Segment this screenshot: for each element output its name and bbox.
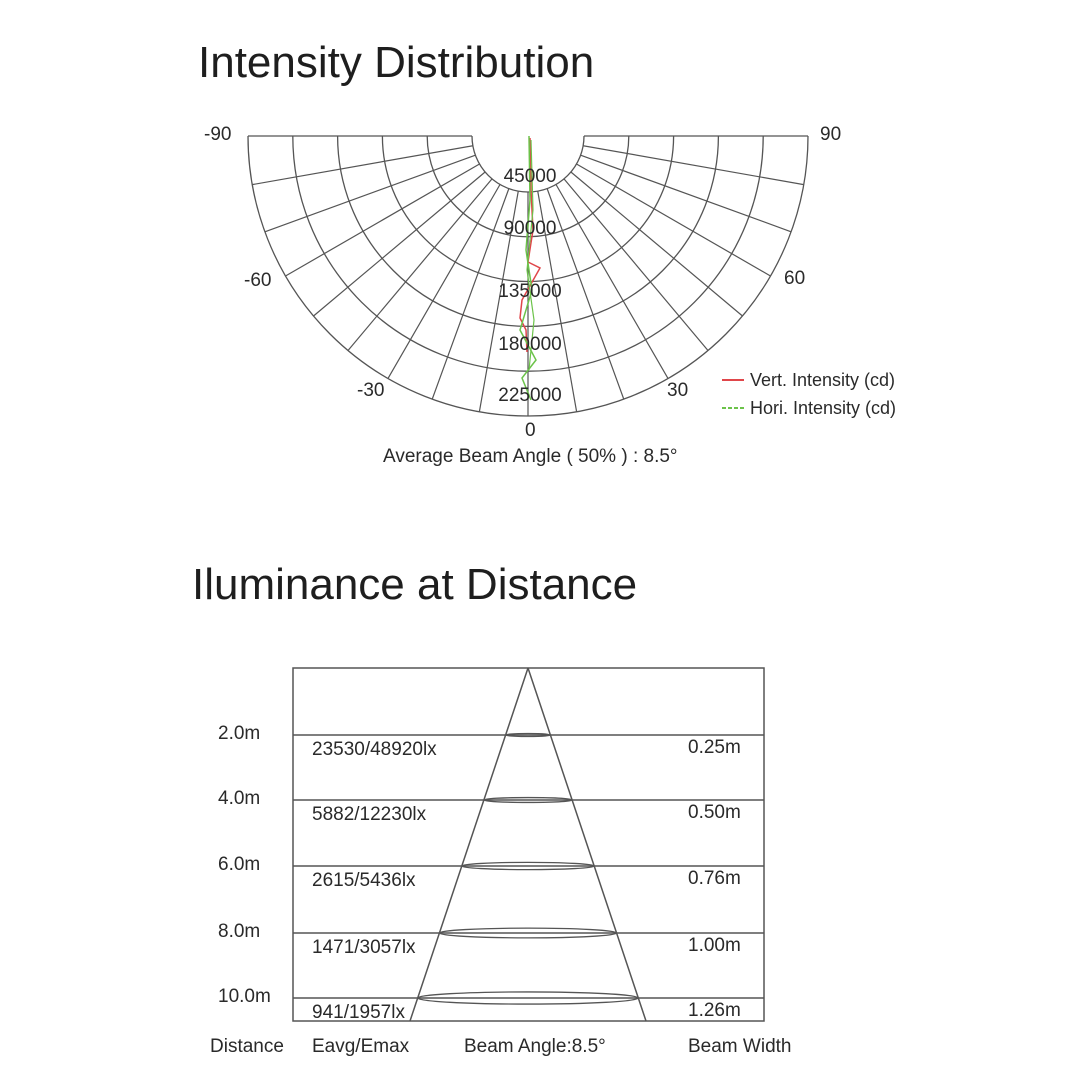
radial-label-45000: 45000 [503, 166, 557, 187]
footer-beam-angle-label: Beam Angle:8.5° [464, 1036, 606, 1057]
radial-label-90000: 90000 [503, 218, 557, 239]
polar-spoke [265, 155, 475, 232]
row-beam-width: 0.25m [688, 737, 741, 758]
polar-spoke [314, 172, 486, 316]
angle-label-neg60: -60 [244, 270, 272, 291]
angle-label-0: 0 [525, 420, 536, 441]
angle-label-30: 30 [667, 380, 689, 401]
polar-spoke [571, 172, 743, 316]
beam-cone [410, 668, 646, 1021]
row-distance: 8.0m [218, 921, 261, 942]
row-beam-width: 0.50m [688, 802, 741, 823]
row-eavg-emax: 5882/12230lx [312, 804, 427, 825]
row-eavg-emax: 941/1957lx [312, 1002, 405, 1023]
footer-distance-label: Distance [210, 1036, 284, 1057]
row-distance: 2.0m [218, 723, 261, 744]
angle-label-90: 90 [820, 124, 842, 145]
beam-cone-right-edge [528, 668, 646, 1021]
polar-spoke [564, 179, 708, 351]
polar-spoke [581, 155, 791, 232]
row-eavg-emax: 2615/5436lx [312, 870, 416, 891]
intensity-distribution-title: Intensity Distribution [198, 38, 595, 87]
row-beam-width: 1.00m [688, 935, 741, 956]
radial-label-180000: 180000 [498, 334, 562, 355]
polar-spoke [583, 146, 804, 185]
polar-spoke [348, 179, 492, 351]
illuminance-frame [293, 668, 764, 1021]
row-distance: 6.0m [218, 854, 261, 875]
illuminance-title: Iluminance at Distance [192, 560, 638, 609]
footer-beam-width-label: Beam Width [688, 1036, 792, 1057]
radial-label-135000: 135000 [498, 281, 562, 302]
beam-angle-caption: Average Beam Angle ( 50% ) : 8.5° [383, 446, 678, 467]
row-distance: 10.0m [218, 986, 271, 1007]
angle-label-neg30: -30 [357, 380, 385, 401]
footer-eavg-emax-label: Eavg/Emax [312, 1036, 410, 1057]
angle-label-60: 60 [784, 268, 806, 289]
legend-horizontal-label: Hori. Intensity (cd) [750, 398, 897, 418]
row-eavg-emax: 1471/3057lx [312, 937, 416, 958]
row-beam-width: 0.76m [688, 868, 741, 889]
row-beam-width: 1.26m [688, 1000, 741, 1021]
legend-vertical-label: Vert. Intensity (cd) [750, 370, 896, 390]
row-eavg-emax: 23530/48920lx [312, 739, 437, 760]
illuminance-diagram [210, 668, 791, 1057]
radial-label-225000: 225000 [498, 385, 562, 406]
polar-spoke [252, 146, 473, 185]
row-distance: 4.0m [218, 788, 261, 809]
angle-label-neg90: -90 [204, 124, 232, 145]
beam-cone-left-edge [410, 668, 528, 1021]
illuminance-rows [218, 723, 764, 1023]
